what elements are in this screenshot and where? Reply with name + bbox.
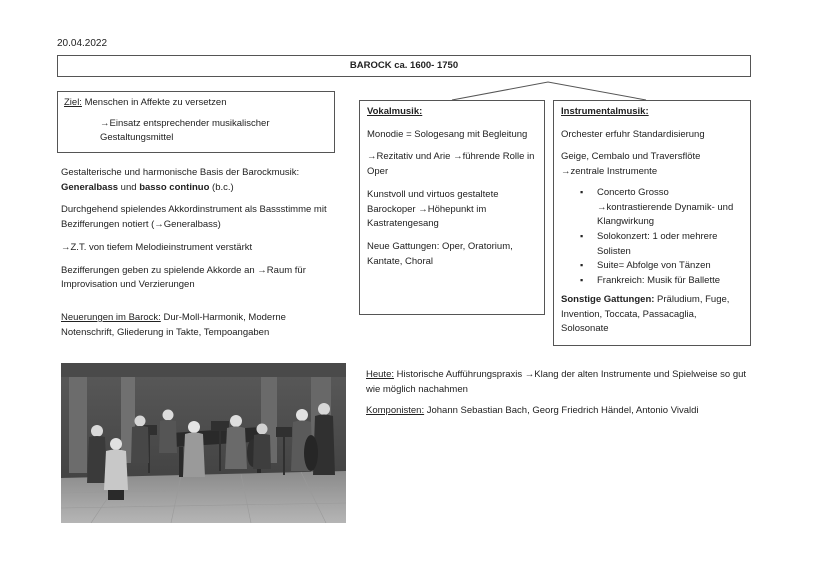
list-item-text: Solokonzert: 1 oder mehrere Solisten [597, 231, 718, 257]
list-item-text: Frankreich: Musik für Ballette [597, 275, 721, 287]
page-title: BAROCK ca. 1600- 1750 [349, 60, 459, 71]
bc-abbrev: (b.c.) [209, 181, 234, 193]
ziel-box [57, 91, 335, 153]
heute-label: Heute: [366, 369, 394, 380]
vokal-paragraph-1: Monodie = Sologesang mit Begleitung [367, 128, 528, 140]
instrumental-paragraph-1: Orchester erfuhr Standardisierung [561, 128, 705, 140]
basis-paragraph-3: →Z.T. von tiefem Melodieinstrument verstärkt [61, 241, 253, 253]
list-item [561, 274, 743, 289]
vokal-paragraph-4: Neue Gattungen: Oper, Oratorium, Kantate, Choral [367, 241, 513, 267]
basis-intro: Gestalterische und harmonische Basis der Barockmusik: [61, 167, 300, 178]
heute-section [366, 368, 751, 397]
vokalmusik-box [359, 100, 545, 315]
ziel-label: Ziel: [64, 97, 82, 108]
list-item [561, 259, 743, 274]
basso-continuo-term: basso continuo [139, 181, 210, 193]
basis-paragraph-4: Bezifferungen geben zu spielende Akkorde an →Raum für Improvisation und Verzierungen [61, 264, 306, 291]
list-item-subtext: →kontrastierende Dynamik- und Klangwirkung [597, 201, 734, 228]
vokalmusik-title: Vokalmusik: [367, 106, 423, 117]
instrumental-paragraph-2b: →zentrale Instrumente [561, 166, 658, 178]
komponisten-section [366, 404, 751, 419]
neuerungen-section [61, 311, 333, 340]
list-item-text: Concerto Grosso [597, 186, 669, 198]
komponisten-text: Johann Sebastian Bach, Georg Friedrich Händel, Antonio Vivaldi [424, 405, 699, 416]
generalbass-term: Generalbass [61, 181, 119, 193]
vokal-paragraph-3: Kunstvoll und virtuos gestaltete Barockoper →Höhepunkt im Kastratengesang [367, 188, 499, 230]
heute-text: Historische Aufführungspraxis →Klang der alten Instrumente und Spielweise so gut wie möglich nachahmen [366, 369, 747, 395]
sonstige-text: Präludium, Fuge, Invention, Toccata, Passacaglia, Solosonate [561, 293, 730, 335]
ziel-sub-text: Einsatz entsprechender musikalischer Gestaltungsmittel [100, 117, 270, 144]
title-connector [452, 82, 646, 100]
vokal-paragraph-2: →Rezitativ und Arie →führende Rolle in Oper [367, 151, 535, 178]
list-item [561, 186, 743, 230]
basis-paragraph-2: Durchgehend spielendes Akkordinstrument als Bassstimme mit Bezifferungen notiert (→Generalbass) [61, 204, 327, 231]
list-item-text: Suite= Abfolge von Tänzen [597, 260, 711, 272]
basis-section [61, 166, 333, 301]
baroque-orchestra-painting [61, 363, 346, 523]
instrumentalmusik-title: Instrumentalmusik: [561, 106, 649, 117]
neuerungen-label: Neuerungen im Barock: [61, 312, 161, 323]
instrument-list [561, 186, 743, 289]
instrumentalmusik-box [553, 100, 751, 346]
and-text: und [118, 181, 140, 193]
list-item [561, 230, 743, 259]
komponisten-label: Komponisten: [366, 405, 425, 416]
ziel-text: Menschen in Affekte zu versetzen [81, 97, 227, 108]
sonstige-label: Sonstige Gattungen: [561, 293, 655, 305]
arrow-icon: → [100, 117, 110, 129]
date: 20.04.2022 [57, 38, 108, 49]
neuerungen-text: Dur-Moll-Harmonik, Moderne Notenschrift, Gliederung in Takte, Tempoangaben [61, 312, 286, 338]
instrumental-paragraph-2a: Geige, Cembalo und Traversflöte [561, 151, 701, 163]
